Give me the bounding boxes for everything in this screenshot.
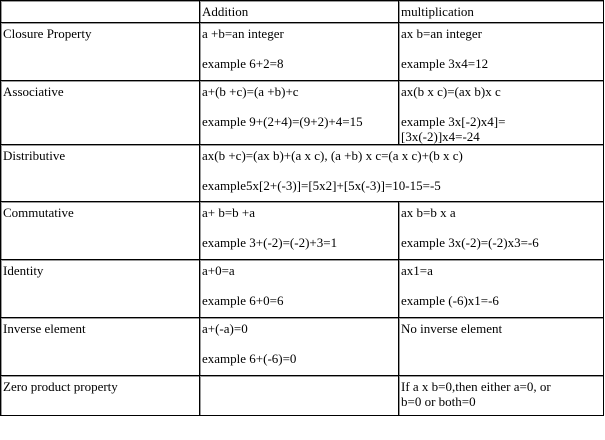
multiplication-example: example 3x[-2)x4]=	[401, 114, 506, 129]
property-name: Inverse element	[1, 318, 200, 376]
merged-cell	[200, 145, 604, 202]
table-row-commutative	[1, 202, 604, 260]
multiplication-rule: ax1=a	[401, 263, 433, 278]
property-name: Identity	[1, 260, 200, 318]
property-name: Commutative	[1, 202, 200, 260]
header-cell-multiplication: multiplication	[399, 1, 604, 23]
header-cell-property	[1, 1, 200, 23]
addition-example: example 6+(-6)=0	[202, 351, 297, 366]
addition-rule: a +b=an integer	[202, 26, 284, 41]
addition-example: example 3+(-2)=(-2)+3=1	[202, 235, 338, 250]
table-row-zero-product	[1, 376, 604, 416]
multiplication-cell	[399, 202, 604, 260]
table-row-associative	[1, 81, 604, 145]
addition-cell	[200, 81, 399, 145]
distributive-rule: ax(b +c)=(ax b)+(a x c), (a +b) x c=(a x c)+(b x c)	[202, 148, 463, 163]
addition-cell	[200, 202, 399, 260]
addition-rule: a+ b=b +a	[202, 205, 256, 220]
addition-example: example 6+0=6	[202, 293, 284, 308]
multiplication-rule: ax(b x c)=(ax b)x c	[401, 84, 501, 99]
addition-rule: a+0=a	[202, 263, 235, 278]
addition-rule: a+(-a)=0	[202, 321, 248, 336]
property-name: Distributive	[1, 145, 200, 202]
addition-cell	[200, 23, 399, 81]
multiplication-cell	[399, 260, 604, 318]
addition-cell	[200, 260, 399, 318]
property-name: Zero product property	[1, 376, 200, 416]
multiplication-example: example 3x(-2)=(-2)x3=-6	[401, 235, 539, 250]
table-row-distributive	[1, 145, 604, 202]
multiplication-cell	[399, 81, 604, 145]
multiplication-rule: If a x b=0,then either a=0, or	[401, 379, 551, 394]
distributive-example: example5x[2+(-3)]=[5x2]+[5x(-3)]=10-15=-5	[202, 178, 441, 193]
multiplication-rule-cont: b=0 or both=0	[401, 394, 476, 409]
multiplication-rule: ax b=an integer	[401, 26, 482, 41]
property-name: Closure Property	[1, 23, 200, 81]
table-row-identity	[1, 260, 604, 318]
table-row-closure	[1, 23, 604, 81]
multiplication-cell	[399, 376, 604, 416]
header-cell-addition: Addition	[200, 1, 399, 23]
multiplication-rule: ax b=b x a	[401, 205, 456, 220]
addition-example: example 6+2=8	[202, 56, 284, 71]
property-name: Associative	[1, 81, 200, 145]
multiplication-cell	[399, 318, 604, 376]
addition-rule: a+(b +c)=(a +b)+c	[202, 84, 299, 99]
addition-example: example 9+(2+4)=(9+2)+4=15	[202, 114, 363, 129]
multiplication-cell	[399, 23, 604, 81]
addition-cell	[200, 318, 399, 376]
header-row	[1, 1, 604, 23]
table-row-inverse	[1, 318, 604, 376]
multiplication-rule: No inverse element	[401, 321, 503, 336]
multiplication-example: example 3x4=12	[401, 56, 489, 71]
multiplication-example: example (-6)x1=-6	[401, 293, 499, 308]
addition-cell	[200, 376, 399, 416]
multiplication-example-cont: [3x(-2)]x4=-24	[401, 129, 480, 144]
